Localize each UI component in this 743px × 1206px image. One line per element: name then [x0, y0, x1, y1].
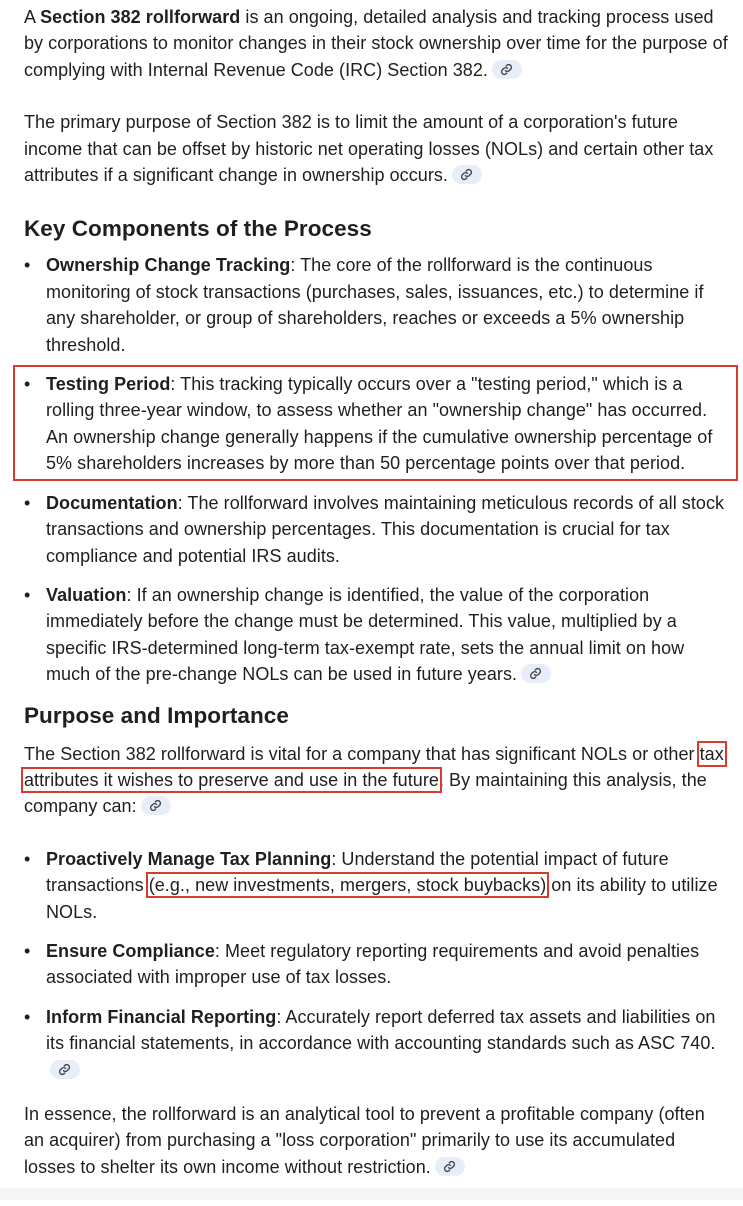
list-item-testing-period — [24, 371, 729, 477]
list-item-documentation — [24, 490, 729, 569]
link-icon — [149, 799, 162, 812]
bullet: • — [24, 584, 31, 605]
bullet: • — [24, 374, 31, 395]
conclusion-paragraph — [24, 1101, 729, 1180]
list-item-term: Valuation — [46, 584, 127, 605]
list-item-text: : Meet regulatory reporting requirements and avoid penalties associated with improper use of tax losses. — [46, 940, 700, 988]
source-link-chip[interactable] — [435, 1157, 465, 1176]
list-item-ownership-change-tracking — [24, 252, 729, 358]
purpose-paragraph — [24, 109, 729, 188]
source-link-chip[interactable] — [521, 664, 551, 683]
intro-paragraph — [24, 4, 729, 83]
section-heading-purpose-importance: Purpose and Importance — [24, 702, 289, 728]
source-link-chip[interactable] — [452, 165, 482, 184]
source-link-chip[interactable] — [492, 60, 522, 79]
bullet: • — [24, 848, 31, 869]
bottom-edge — [0, 1188, 743, 1200]
intro-lead: A — [24, 7, 41, 27]
list-item-term: Documentation — [46, 492, 178, 513]
list-item-ensure-compliance — [24, 938, 729, 991]
bullet: • — [24, 492, 31, 513]
list-item-term: Testing Period — [46, 374, 171, 395]
purpose-paragraph-text: The primary purpose of Section 382 is to limit the amount of a corporation's future income that can be offset by historic net operating losses (NOLs) and certain other tax attributes if a significant change in ownership occurs. — [24, 112, 714, 186]
list-item-text: : The core of the rollforward is the continuous monitoring of stock transactions (purchases, sales, issuances, etc.) to determine if any shareholder, or group of shareholders, reaches or exceeds a 5% ownership threshold. — [46, 255, 704, 355]
intro-rest: is an ongoing, detailed analysis and tracking process used by corporations to monitor changes in their stock ownership over time for the purpose of complying with Internal Revenue Code (IRC) Section 382. — [24, 7, 728, 80]
intro-term: Section 382 rollforward — [40, 7, 241, 27]
key-components-list — [24, 252, 729, 687]
source-link-chip[interactable] — [50, 1060, 80, 1079]
purpose-importance-paragraph — [24, 741, 729, 820]
list-item-valuation — [24, 582, 729, 688]
bullet: • — [24, 255, 31, 276]
response-document — [24, 4, 729, 1206]
purpose-list — [24, 846, 729, 1083]
source-link-chip[interactable] — [141, 796, 171, 815]
link-icon — [529, 667, 542, 680]
section-heading-key-components: Key Components of the Process — [24, 216, 372, 242]
highlighted-phrase: (e.g., new investments, mergers, stock buybacks) — [148, 875, 547, 896]
purpose-importance-text: The Section 382 rollforward is vital for a company that has significant NOLs or other — [24, 743, 700, 764]
link-icon — [500, 63, 513, 76]
link-icon — [443, 1160, 456, 1173]
bullet: • — [24, 940, 31, 961]
purpose-importance-text-end: . By maintaining this analysis, the company can: — [24, 769, 707, 817]
list-item-manage-tax-planning — [24, 846, 729, 925]
list-item-term: Ownership Change Tracking — [46, 255, 291, 276]
list-item-text: : Accurately report deferred tax assets and liabilities on its financial statements, in accordance with accounting standards such as ASC 740. — [46, 1006, 716, 1054]
list-item-inform-financial-reporting — [24, 1004, 729, 1083]
list-item-text: : Understand the potential impact of future transactions — [46, 848, 669, 896]
bullet: • — [24, 1006, 31, 1027]
link-icon — [58, 1063, 71, 1076]
list-item-text: : This tracking typically occurs over a "testing period," which is a rolling three-year window, to assess whether an "ownership change" has occurred. An ownership change generally happens if the cumulative ownership percentage of 5% shareholders increases by more than 50 percentage points over that period. — [46, 374, 713, 474]
list-item-term: Proactively Manage Tax Planning — [46, 848, 332, 869]
list-item-text: : The rollforward involves maintaining meticulous records of all stock transactions and ownership percentages. This documentation is crucial for tax compliance and potential IRS audits. — [46, 492, 725, 566]
list-item-text-end: on its ability to utilize NOLs. — [46, 875, 718, 922]
list-item-text: : If an ownership change is identified, the value of the corporation immediately before the change must be determined. This value, multiplied by a specific IRS-determined long-term tax-exempt rate, sets the annual limit on how much of the pre-change NOLs can be used in future years. — [46, 584, 685, 685]
list-item-term: Inform Financial Reporting — [46, 1006, 277, 1027]
highlighted-phrase: tax attributes it wishes to preserve and use in the future — [24, 743, 724, 790]
conclusion-text: In essence, the rollforward is an analytical tool to prevent a profitable company (often an acquirer) from purchasing a "loss corporation" primarily to use its accumulated losses to shelter its own income without restriction. — [24, 1104, 705, 1177]
list-item-term: Ensure Compliance — [46, 940, 215, 961]
link-icon — [460, 168, 473, 181]
